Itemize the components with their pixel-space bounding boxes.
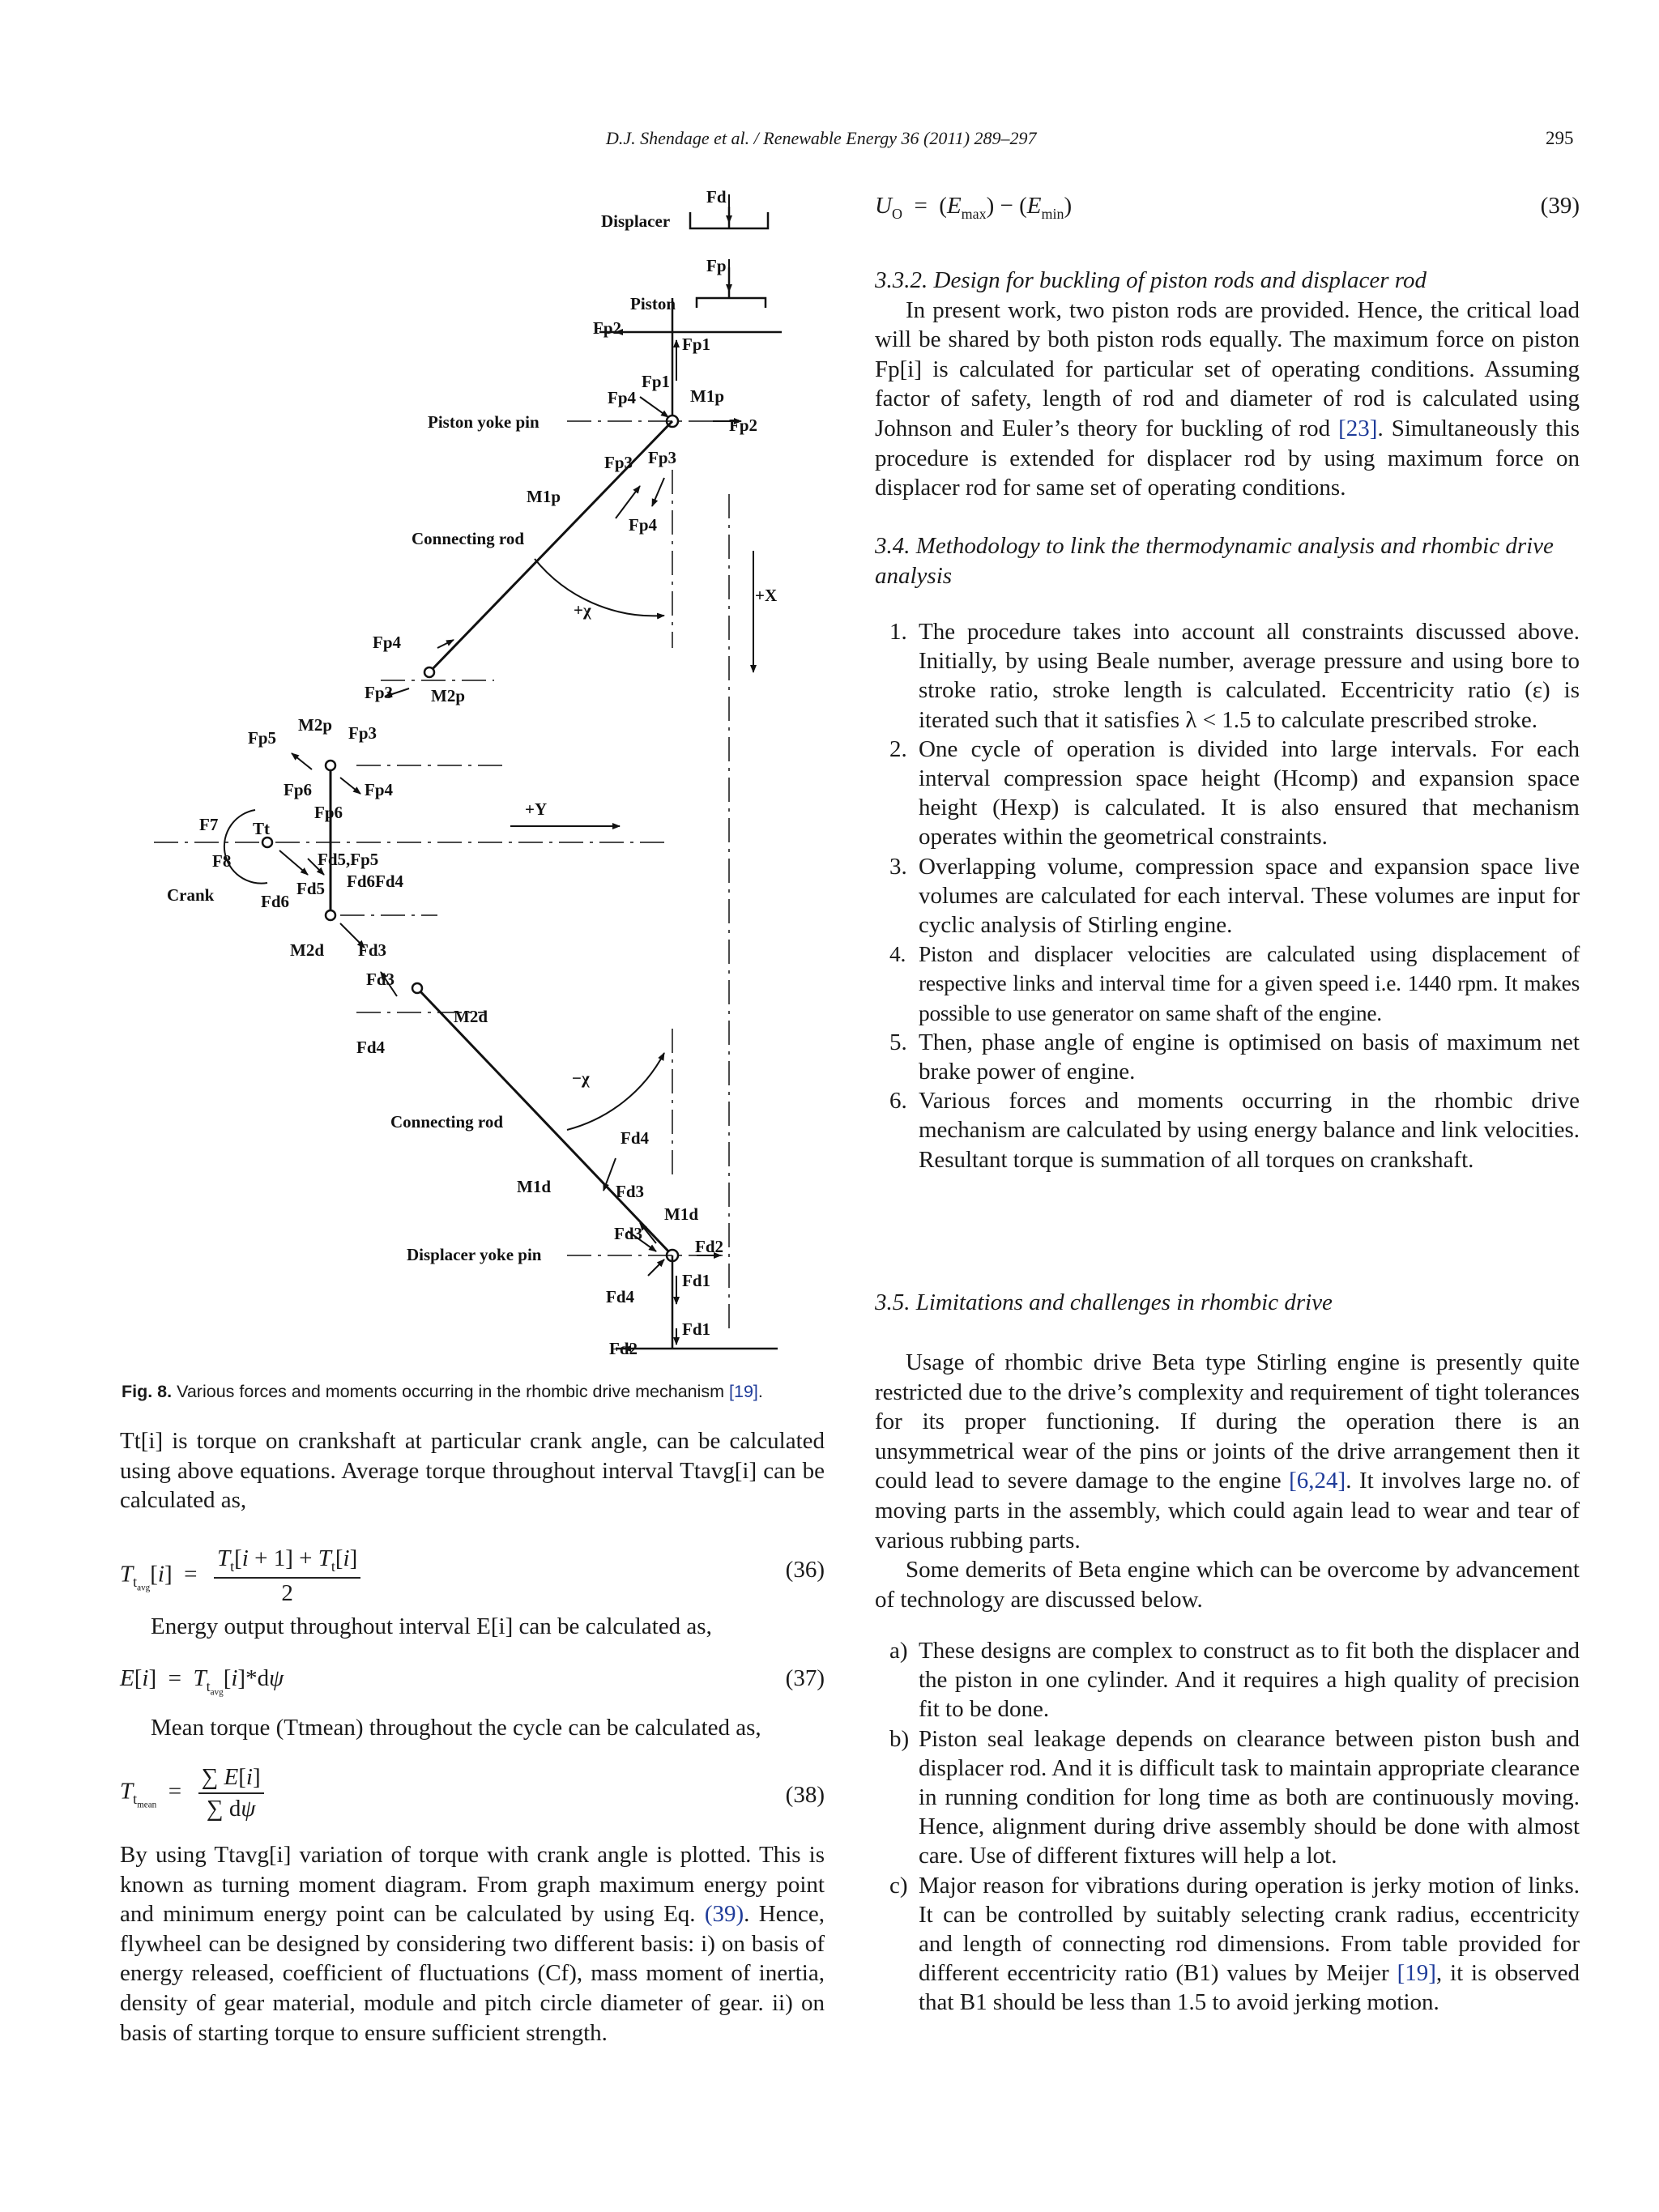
list-item-text: Then, phase angle of engine is optimised on basis of maximum net brake power of engine. (919, 1029, 1580, 1085)
section-3-3-2-text-a: In present work, two piston rods are provided. Hence, the critical load will be shared by both piston rods equally. The maximum force on piston Fp[i] is calculated for particular set of operating conditions. Assuming factor of safety, length of rod and diameter of rod is calculated using Johnson and Euler’s theory for buckling of rod (875, 296, 1580, 441)
list-item (875, 1636, 1580, 1724)
left-paragraph-1-block (120, 1426, 825, 1515)
list-item (875, 940, 1580, 1028)
label-connecting-rod-top: Connecting rod (412, 529, 525, 548)
label-displacer-yoke-pin: Displacer yoke pin (407, 1245, 542, 1264)
list-marker: 6. (889, 1088, 907, 1115)
label-fd3: Fd3 (358, 940, 387, 960)
equation-37: $E[i] = T_{t_{avg}}[i]*d\psi$ (37) (120, 1665, 825, 1698)
list-item (875, 852, 1580, 940)
list-item (875, 1871, 1580, 2018)
list-marker: 2. (889, 735, 907, 762)
label-plus-x: +X (755, 586, 778, 605)
list-item (875, 1086, 1580, 1174)
left-paragraph-4-block (120, 1840, 825, 2048)
ref-6-24-link[interactable]: [6,24] (1289, 1468, 1346, 1494)
left-paragraph-4 (120, 1840, 825, 2048)
list-item (875, 1724, 1580, 1871)
list-item (875, 617, 1580, 735)
figure-caption: Fig. 8. Various forces and moments occurring in the rhombic drive mechanism [19]. (122, 1382, 763, 1401)
label-tt: Tt (253, 819, 270, 838)
list-marker: 4. (889, 941, 906, 967)
label-fp4-d: Fp4 (365, 780, 394, 799)
label-fp3-b: Fp3 (648, 448, 677, 467)
label-fd3-c: Fd3 (616, 1182, 645, 1201)
section-3-5-paragraph-1 (875, 1348, 1580, 1555)
label-fd1-b: Fd1 (682, 1319, 711, 1339)
eq39-ref-link[interactable]: (39) (704, 1901, 744, 1928)
eq37-number: (37) (785, 1665, 825, 1691)
label-fd4-b: Fd4 (621, 1128, 650, 1148)
label-fd5: Fd5 (296, 879, 326, 898)
list-item-text: Overlapping volume, compression space and expansion space live volumes are calculated for each interval. These volumes are input for cyclic analysis of Stirling engine. (919, 853, 1580, 939)
figure-caption-text: Various forces and moments occurring in the rhombic drive mechanism (177, 1382, 725, 1401)
eq39-number: (39) (1540, 193, 1580, 219)
list-marker: 1. (889, 619, 907, 645)
label-fp3-c: Fp3 (365, 683, 394, 702)
label-f8: F8 (212, 851, 232, 871)
label-crank: Crank (167, 885, 215, 905)
list-marker: a) (889, 1638, 908, 1664)
section-3-5-title: 3.5. Limitations and challenges in rhombic drive (875, 1289, 1333, 1315)
section-3-5-paragraph-2: Some demerits of Beta engine which can be overcome by advancement of technology are discussed below. (875, 1557, 1580, 1613)
list-item (875, 735, 1580, 852)
section-3-4 (875, 531, 1580, 590)
section-3-3-2-paragraph (875, 296, 1580, 503)
left-paragraph-4-b: . Hence, flywheel can be designed by considering two different basis: i) on basis of energy released, coefficient of fluctuations (Cf), mass moment of inertia, density of gear material, module and pitch circle diameter of gear. ii) on basis of starting torque to ensure sufficient strength. (120, 1901, 825, 2046)
list-item-text-a: Major reason for vibrations during operation is jerky motion of links. It can be controlled by suitably selecting crank radius, eccentricity and length of connecting rod dimensions. From table provided for different eccentricity ratio (B1) values by Meijer (919, 1872, 1580, 1987)
label-fp3-a: Fp3 (604, 453, 633, 472)
label-fd2: Fd2 (695, 1237, 724, 1256)
label-m1p-b: M1p (527, 487, 561, 506)
label-m2d-b: M2d (454, 1007, 488, 1026)
list-item-text-b: , it is observed that B1 should be less than 1.5 to avoid jerking motion. (919, 1960, 1580, 2016)
list-item-text: Piston and displacer velocities are calculated using displacement of respective links and interval time for a given speed i.e. 1440 rpm. It makes possible to use generator on same shaft of the engine. (919, 941, 1580, 1025)
minus-chi-arc (567, 1053, 664, 1130)
label-fp4-b: Fp4 (629, 515, 658, 535)
section-3-5-text-b: . It involves large no. of moving parts in the assembly, which could again lead to wear and tear of various rubbing parts. (875, 1468, 1580, 1554)
label-minus-chi: −χ (572, 1068, 590, 1088)
list-marker: 3. (889, 853, 907, 880)
label-plus-chi: +χ (574, 600, 591, 620)
label-fp2-top: Fp2 (593, 318, 622, 338)
list-marker: b) (889, 1725, 910, 1752)
label-fd4-c: Fd4 (606, 1287, 635, 1306)
eq36-number: (36) (785, 1557, 825, 1583)
label-fp: Fp (706, 256, 727, 275)
list-item-text: One cycle of operation is divided into large intervals. For each interval compression space height (Hcomp) and expansion space height (Hexp) is calculated. It is also ensured that mechanism operates within the geometrical constraints. (919, 735, 1580, 850)
label-piston-yoke-pin: Piston yoke pin (428, 412, 539, 432)
label-fp1: Fp1 (642, 372, 671, 391)
label-fp6-b: Fp6 (314, 803, 343, 822)
label-fd2-b: Fd2 (609, 1339, 638, 1358)
left-paragraph-3-block (151, 1713, 825, 1743)
label-fp3-d: Fp3 (348, 723, 377, 743)
label-plus-y: +Y (525, 799, 548, 819)
equation-39: $U_O = (E_{max}) - (E_{min})$ (39) (875, 193, 1580, 222)
equation-38: $T_{t_{mean}}$ = $\frac{\sum E[i]}{\sum d\psi}$ (38) (120, 1764, 825, 1822)
list-marker: 5. (889, 1029, 907, 1055)
left-paragraph-1: Tt[i] is torque on crankshaft at particular crank angle, can be calculated using above equations. Average torque throughout interval Ttavg[i] can be calculated as, (120, 1428, 825, 1514)
left-paragraph-3: Mean torque (Ttmean) throughout the cycle can be calculated as, (151, 1715, 761, 1741)
section-3-3-2-text-b: . Simultaneously this procedure is extended for displacer rod by using maximum force on displacer rod for same set of operating conditions. (875, 415, 1580, 501)
label-connecting-rod-bottom: Connecting rod (390, 1112, 504, 1132)
piston-shape (697, 298, 766, 308)
label-m1p: M1p (690, 386, 724, 406)
list-item-text: Various forces and moments occurring in the rhombic drive mechanism are calculated by using energy balance and link velocities. Resultant torque is summation of all torques on crankshaft. (919, 1088, 1580, 1173)
section-3-3-2-title: 3.3.2. Design for buckling of piston rods and displacer rod (875, 267, 1427, 293)
label-fd1: Fd1 (682, 1271, 711, 1290)
label-fp5: Fp5 (248, 728, 277, 748)
section-3-4-title: 3.4. Methodology to link the thermodynamic analysis and rhombic drive analysis (875, 533, 1554, 589)
left-paragraph-2-block (151, 1612, 825, 1642)
page-number: 295 (1546, 128, 1574, 148)
list-item (875, 1028, 1580, 1086)
list-item-text: These designs are complex to construct as to fit both the displacer and the piston in one cylinder. And it requires a high quality of precision fit to be done. (919, 1638, 1580, 1723)
section-3-3-2 (875, 266, 1580, 503)
list-marker: c) (889, 1872, 908, 1899)
label-fd5-fp5: Fd5,Fp5 (318, 850, 379, 869)
label-piston: Piston (630, 294, 676, 313)
figure-caption-label: Fig. 8. (122, 1382, 173, 1401)
section-3-5 (875, 1288, 1580, 1318)
figure-8-rhombic-drive (146, 182, 810, 1373)
plus-chi-arc (535, 559, 664, 616)
eq38-number: (38) (785, 1782, 825, 1808)
label-displacer: Displacer (601, 211, 671, 231)
label-fp4-c: Fp4 (373, 633, 402, 652)
section-3-5-text-a: Usage of rhombic drive Beta type Stirling engine is presently quite restricted due to the drive’s complexity and requirement of tight tolerances for its proper functioning. If during the operation there is an unsymmetrical wear of the pins or joints of the drive arrangement then it could lead to severe damage to the engine (875, 1349, 1580, 1494)
section-3-5-body (875, 1348, 1580, 1614)
label-m2p: M2p (431, 686, 465, 705)
label-m2p-b: M2p (298, 715, 332, 735)
figure-caption-ref[interactable]: [19] (729, 1382, 758, 1401)
label-fd3-d: Fd3 (614, 1224, 643, 1243)
label-fp1-top: Fp1 (682, 335, 711, 354)
journal-citation: D.J. Shendage et al. / Renewable Energy 36 (2011) 289–297 (606, 128, 1037, 148)
left-paragraph-2: Energy output throughout interval E[i] can be calculated as, (151, 1613, 712, 1639)
label-fp6: Fp6 (284, 780, 313, 799)
demerits-list (875, 1636, 1580, 2018)
label-m2d: M2d (290, 940, 324, 960)
list-item-text: Piston seal leakage depends on clearance between piston bush and displacer rod. And it is difficult task to maintain appropriate clearance in running condition for long time as both are continuously moving. Hence, alignment during drive assembly should be done with almost care. Use of different fixtures will help a lot. (919, 1725, 1580, 1869)
label-fp2: Fp2 (729, 416, 758, 435)
label-fp4: Fp4 (608, 388, 637, 407)
ref-23-link[interactable]: [23] (1338, 415, 1378, 441)
label-f7: F7 (199, 815, 219, 834)
label-m1d: M1d (517, 1177, 551, 1196)
running-header (0, 128, 1659, 157)
label-fd: Fd (706, 187, 727, 207)
label-m1d-b: M1d (664, 1204, 698, 1224)
methodology-list (875, 617, 1580, 1174)
equation-36: $T_{t_{avg}}[i]$ = $\frac{T_t[i + 1] + T_t[i]}{2}$ (36) (120, 1545, 825, 1606)
list-item-text: The procedure takes into account all constraints discussed above. Initially, by using Beale number, average pressure and using bore to stroke ratio, stroke length is calculated. Eccentricity ratio (ε) is iterated such that it satisfies λ < 1.5 to calculate prescribed stroke. (919, 619, 1580, 733)
ref-19-link[interactable]: [19] (1397, 1960, 1436, 1987)
label-fd4: Fd4 (356, 1038, 386, 1057)
label-fd3-b: Fd3 (366, 970, 395, 989)
label-fd6: Fd6 (261, 892, 290, 911)
label-fd6-fd4: Fd6Fd4 (347, 872, 404, 891)
left-paragraph-4-a: By using Ttavg[i] variation of torque with crank angle is plotted. This is known as turning moment diagram. From graph maximum energy point and minimum energy point can be calculated by using Eq. (120, 1842, 825, 1928)
